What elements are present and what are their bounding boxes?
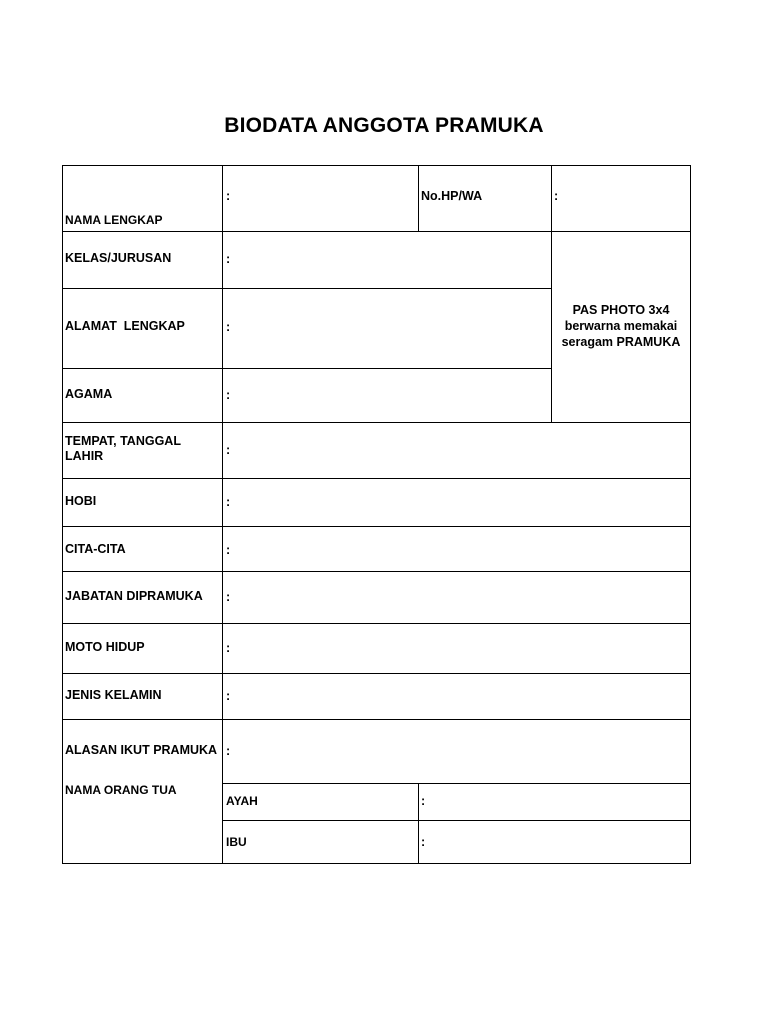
page-title: BIODATA ANGGOTA PRAMUKA bbox=[224, 114, 544, 137]
jenis-kelamin-field[interactable] bbox=[223, 674, 690, 719]
alasan-ikut-pramuka-field[interactable] bbox=[223, 720, 690, 783]
label-ibu: IBU bbox=[226, 835, 247, 849]
label-nama-orang-tua: NAMA ORANG TUA bbox=[65, 783, 177, 797]
colon-no-hp: : bbox=[554, 189, 559, 203]
colon-agama: : bbox=[226, 388, 231, 402]
colon-jenis-kelamin: : bbox=[226, 689, 231, 703]
colon-ayah: : bbox=[421, 794, 426, 808]
divider-hp-label bbox=[418, 165, 419, 231]
label-kelas-jurusan: KELAS/JURUSAN bbox=[65, 251, 172, 265]
photo-text-line-2: berwarna memakai bbox=[564, 319, 678, 333]
colon-kelas-jurusan: : bbox=[226, 252, 231, 266]
ibu-field[interactable] bbox=[419, 821, 690, 863]
ayah-field[interactable] bbox=[419, 784, 690, 820]
agama-field[interactable] bbox=[223, 369, 551, 422]
label-jenis-kelamin: JENIS KELAMIN bbox=[65, 688, 162, 702]
colon-jabatan-dipramuka: : bbox=[226, 590, 231, 604]
kelas-jurusan-field[interactable] bbox=[223, 232, 551, 288]
table-border-bottom bbox=[62, 863, 691, 864]
label-moto-hidup: MOTO HIDUP bbox=[65, 640, 145, 654]
photo-text-line-3: seragam PRAMUKA bbox=[561, 335, 681, 349]
colon-alamat-lengkap: : bbox=[226, 320, 231, 334]
hobi-field[interactable] bbox=[223, 479, 690, 526]
colon-ibu: : bbox=[421, 835, 426, 849]
colon-tempat-tanggal-lahir: : bbox=[226, 443, 231, 457]
label-jabatan-dipramuka: JABATAN DIPRAMUKA bbox=[65, 589, 203, 603]
label-no-hp: No.HP/WA bbox=[421, 189, 483, 203]
table-border-left bbox=[62, 165, 63, 864]
label-hobi: HOBI bbox=[65, 494, 97, 508]
colon-cita-cita: : bbox=[226, 543, 231, 557]
label-alasan-ikut-pramuka: ALASAN IKUT PRAMUKA bbox=[65, 743, 218, 757]
colon-moto-hidup: : bbox=[226, 641, 231, 655]
colon-hobi: : bbox=[226, 495, 231, 509]
colon-nama-lengkap: : bbox=[226, 189, 231, 203]
label-ayah: AYAH bbox=[226, 794, 258, 808]
label-tempat-tanggal-lahir-2: LAHIR bbox=[65, 449, 104, 463]
nama-lengkap-field[interactable] bbox=[223, 166, 418, 231]
colon-alasan-ikut-pramuka: : bbox=[226, 744, 231, 758]
no-hp-field[interactable] bbox=[552, 166, 690, 231]
tempat-tanggal-lahir-field[interactable] bbox=[223, 423, 690, 478]
label-nama-lengkap: NAMA LENGKAP bbox=[65, 213, 163, 227]
label-cita-cita: CITA-CITA bbox=[65, 542, 126, 556]
photo-placeholder bbox=[552, 302, 690, 350]
table-border-right bbox=[690, 165, 691, 864]
photo-text-line-1: PAS PHOTO 3x4 bbox=[572, 303, 670, 317]
cita-cita-field[interactable] bbox=[223, 527, 690, 571]
alamat-lengkap-field[interactable] bbox=[223, 289, 551, 368]
jabatan-dipramuka-field[interactable] bbox=[223, 572, 690, 623]
label-alamat-lengkap: ALAMAT LENGKAP bbox=[65, 319, 185, 333]
label-tempat-tanggal-lahir: TEMPAT, TANGGAL bbox=[65, 434, 181, 448]
label-agama: AGAMA bbox=[65, 387, 113, 401]
moto-hidup-field[interactable] bbox=[223, 624, 690, 673]
